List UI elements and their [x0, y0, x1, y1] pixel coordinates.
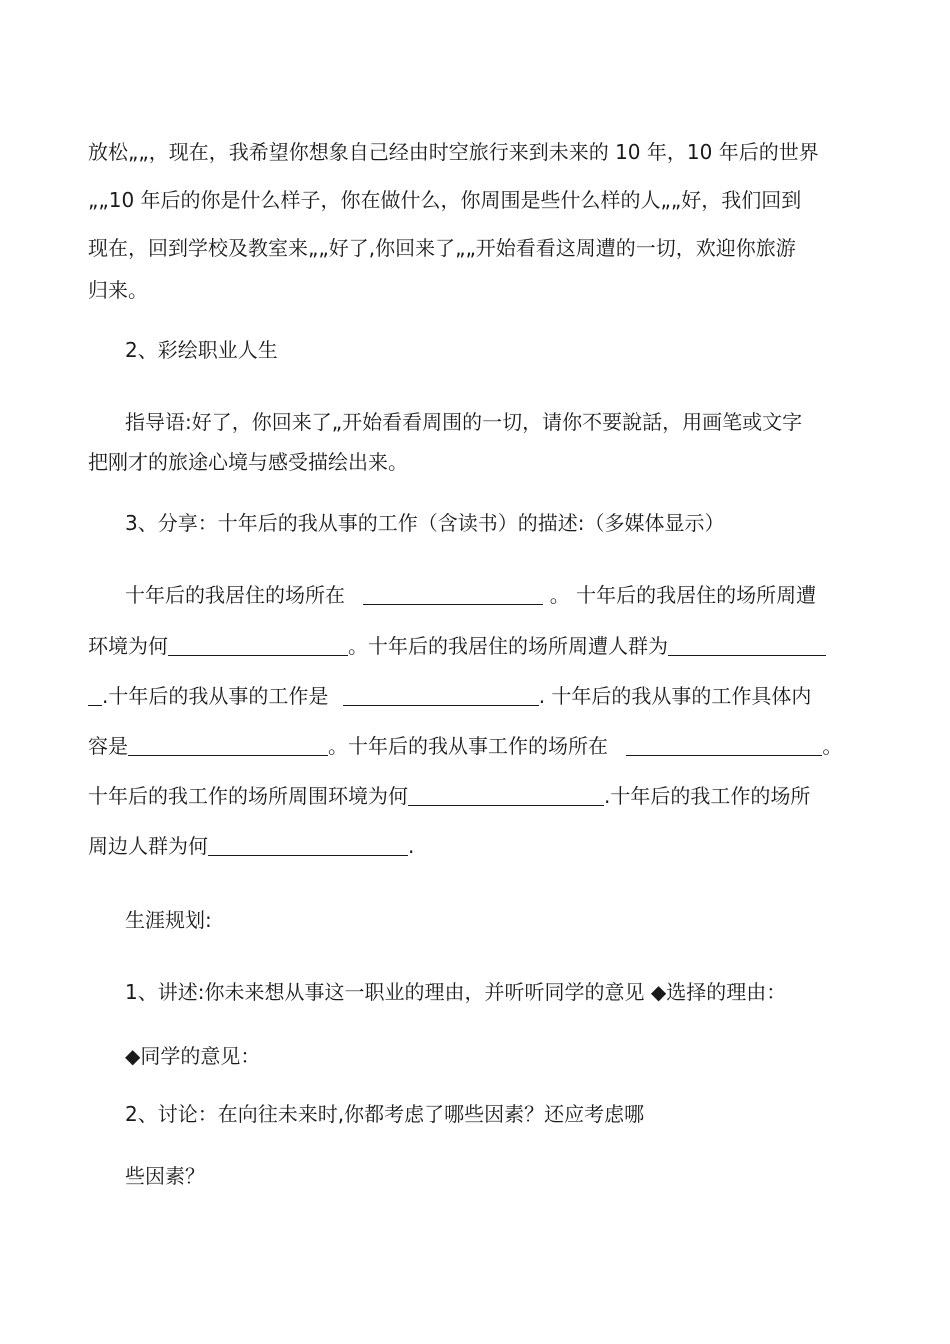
blank-people-cont[interactable]	[88, 685, 102, 706]
fill-text: 。 十年后的我居住的场所周遭	[549, 583, 817, 607]
blank-environment[interactable]	[168, 635, 348, 656]
fill-text: 容是	[88, 734, 128, 758]
career-item-2: 2、讨论：在向往未来时,你都考虑了哪些因素？还应考虑哪	[125, 1102, 645, 1126]
fill-text: 。十年后的我从事工作的场所在	[328, 734, 608, 758]
fill-line-1	[125, 581, 816, 609]
blank-residence[interactable]	[363, 584, 543, 605]
fill-text: . 十年后的我从事的工作具体内	[538, 684, 812, 708]
career-item-1b: ◆同学的意见：	[125, 1044, 261, 1068]
fill-text: 。	[822, 734, 843, 758]
fill-line-6	[88, 832, 414, 860]
blank-job[interactable]	[343, 685, 539, 706]
fill-line-5	[88, 782, 810, 810]
fill-text: 。十年后的我居住的场所周遭人群为	[348, 634, 668, 658]
blank-work-environment[interactable]	[408, 785, 604, 806]
fill-line-3	[88, 682, 811, 710]
career-heading: 生涯规划:	[125, 908, 212, 932]
fill-line-4	[88, 732, 842, 760]
fill-text: .十年后的我从事的工作是	[102, 684, 329, 708]
fill-text: .十年后的我工作的场所	[604, 784, 811, 808]
intro-line-2: „„10 年后的你是什么样子，你在做什么，你周围是些什么样的人„„好，我们回到	[88, 188, 802, 212]
blank-work-people[interactable]	[208, 835, 408, 856]
blank-job-content[interactable]	[128, 735, 328, 756]
intro-line-4: 归来。	[88, 278, 148, 302]
intro-line-3: 现在，回到学校及教室来„„好了,你回来了„„开始看看这周遭的一切，欢迎你旅游	[88, 236, 796, 260]
career-item-1: 1、讲述:你未来想从事这一职业的理由，并听听同学的意见 ◆选择的理由：	[125, 980, 787, 1004]
career-item-2b: 些因素？	[125, 1164, 205, 1188]
blank-people[interactable]	[668, 635, 826, 656]
guide-line-2: 把刚才的旅途心境与感受描绘出来。	[88, 450, 408, 474]
blank-workplace[interactable]	[626, 735, 822, 756]
fill-text: 十年后的我工作的场所周围环境为何	[88, 784, 408, 808]
section-2-heading: 2、彩绘职业人生	[125, 338, 278, 362]
guide-line-1: 指导语:好了，你回来了„开始看看周围的一切，请你不要說話，用画笔或文字	[125, 410, 803, 434]
fill-line-2	[88, 632, 826, 660]
fill-text: .	[408, 834, 415, 858]
section-3-heading: 3、分享：十年后的我从事的工作（含读书）的描述:（多媒体显示）	[125, 511, 725, 535]
fill-text: 周边人群为何	[88, 834, 208, 858]
intro-line-1: 放松„„，现在，我希望你想象自己经由时空旅行来到未来的 10 年，10 年后的世界	[88, 140, 819, 164]
fill-text: 十年后的我居住的场所在	[125, 583, 345, 607]
fill-text: 环境为何	[88, 634, 168, 658]
